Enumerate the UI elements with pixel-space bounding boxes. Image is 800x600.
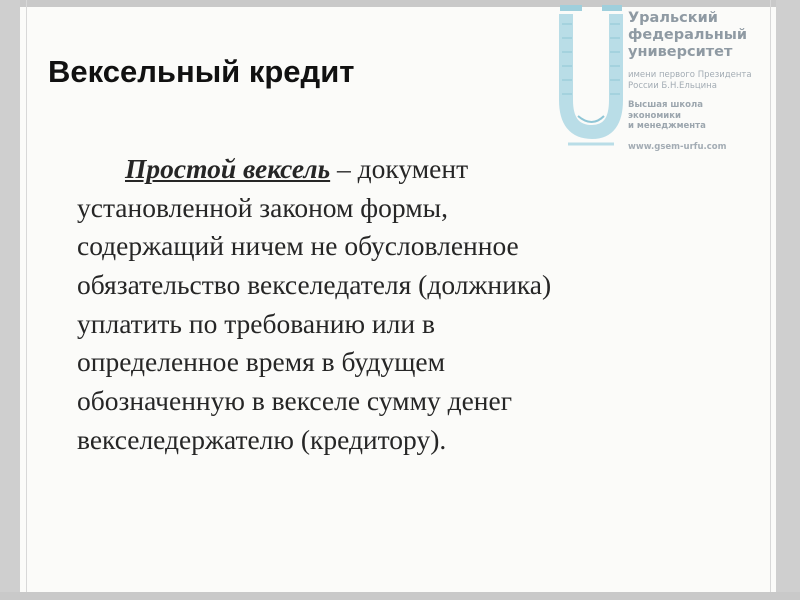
logo-name-line: университет <box>628 44 733 60</box>
frame-right-line <box>770 0 771 600</box>
ural-university-emblem-icon <box>558 4 624 154</box>
logo-school-line: экономики <box>628 110 681 121</box>
definition-line: векселедержателю (кредитору). <box>77 423 447 455</box>
definition-line: содержащий ничем не обусловленное <box>77 230 519 262</box>
definition-first-line <box>77 150 677 189</box>
frame-bottom-border <box>0 592 800 600</box>
definition-line: определенное время в будущем <box>77 346 446 378</box>
definition-term: Простой вексель <box>125 153 331 184</box>
definition-line: обозначенную в векселе сумму денег <box>77 385 512 417</box>
logo-school-name <box>628 100 706 132</box>
logo-school-line: и менеджмента <box>628 121 706 131</box>
slide-title: Вексельный кредит <box>48 54 355 89</box>
definition-paragraph <box>77 150 677 460</box>
frame-left-line <box>26 0 27 600</box>
logo-url: www.gsem-urfu.com <box>628 142 727 152</box>
logo-university-name <box>628 10 747 61</box>
logo-name-line: Уральский <box>628 10 718 26</box>
logo-subtitle-line: имени первого Президента <box>628 70 752 80</box>
university-logo <box>558 4 768 156</box>
definition-line: обязательство векселедателя (должника) <box>77 269 552 301</box>
logo-name-line: федеральный <box>628 27 748 43</box>
logo-subtitle-line: России Б.Н.Ельцина <box>628 80 717 91</box>
logo-subtitle <box>628 70 752 91</box>
logo-school-line: Высшая школа <box>628 100 703 110</box>
definition-line: – документ <box>330 153 469 184</box>
definition-line: уплатить по требованию или в <box>77 307 435 339</box>
definition-line: установленной законом формы, <box>77 191 448 223</box>
frame-right-border <box>776 0 800 600</box>
frame-left-border <box>0 0 20 600</box>
